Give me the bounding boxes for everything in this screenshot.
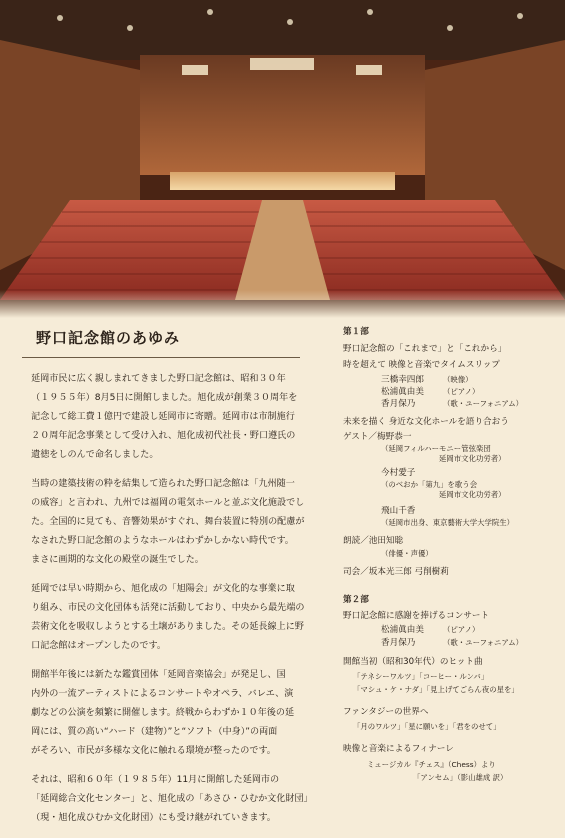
- guest-note: （延岡市出身、東京藝術大学大学院生）: [381, 518, 515, 527]
- performer-name: 松浦眞由美: [381, 387, 424, 397]
- part2-seg1-title: 開館当初（昭和30年代）のヒット曲: [343, 657, 483, 667]
- text-line: 延岡市民に広く親しまれてきました野口記念館は、昭和３０年: [31, 374, 286, 384]
- part2-seg3-title: 映像と音楽によるフィナーレ: [343, 744, 454, 754]
- reading-credit: 朗読／池田知聡: [343, 536, 404, 546]
- guest-name: 今村愛子: [381, 468, 416, 478]
- guest-note: 延岡市文化功労者）: [439, 454, 506, 463]
- part2-seg2-title: ファンタジーの世界へ: [343, 707, 429, 717]
- guest-name: 飛山千香: [381, 506, 416, 516]
- performer-role: （ピアノ）: [443, 625, 480, 634]
- text-line: 延岡では早い時期から、旭化成の「旭陽会」が文化的な事業に取: [31, 584, 295, 594]
- title-underline: [22, 357, 300, 358]
- text-line: 口記念館はオープンしたのです。: [31, 641, 166, 651]
- text-line: 劇などの公演を頻繁に開催します。終戦からわずか１０年後の延: [31, 708, 295, 718]
- mc-credit: 司会／坂本光三郎 弓削樹莉: [343, 567, 449, 577]
- article-paragraph: [22, 475, 322, 570]
- part1-subtitle: 野口記念館の「これまで」と「これから」: [343, 344, 507, 354]
- text-line: 記念して総工費１億円で建設し延岡市に寄贈。延岡市は市制施行: [31, 412, 295, 422]
- finale-line: 「アンセム」（影山雄成 訳）: [413, 773, 508, 782]
- reading-note: （俳優・声優）: [381, 549, 433, 558]
- performer-name: 松浦眞由美: [381, 625, 424, 635]
- part1-seg1-title: 時を超えて 映像と音楽でタイムスリップ: [343, 360, 500, 370]
- song-list: 「マシュ・ケ・ナダ」「見上げてごらん夜の星を」: [353, 685, 519, 694]
- text-line: た。全国的に見ても、音響効果がすぐれ、舞台装置に特別の配慮が: [31, 517, 305, 527]
- guest-note: 延岡市文化功労者）: [439, 490, 506, 499]
- text-line: 岡には、質の高い“ハード（建物）”と“ソフト（中身）”の両面: [31, 727, 278, 737]
- text-line: ２０周年記念事業として受け入れ、旭化成初代社長・野口遵氏の: [31, 431, 296, 441]
- concert-hall-photo: [0, 0, 565, 318]
- text-line: の威容」と言われ、九州では福岡の電気ホールと並ぶ文化施設でし: [31, 498, 305, 508]
- part2-subtitle: 野口記念館に感謝を捧げるコンサート: [343, 611, 490, 621]
- text-line: 遺徳をしのんで命名しました。: [31, 450, 159, 460]
- song-list: 「月のワルツ」「星に願いを」「君をのせて」: [353, 722, 501, 731]
- text-line: り組み、市民の文化団体も活発に活動しており、中央から最先端の: [31, 603, 305, 613]
- text-line: がそろい、市民が多様な文化に触れる環境が整ったのです。: [31, 746, 276, 756]
- guest-note: （延岡フィルハーモニー管弦楽団: [381, 444, 491, 453]
- text-line: まさに画期的な文化の殿堂の誕生でした。: [31, 555, 204, 565]
- song-list: 「テネシーワルツ」「コーヒー・ルンバ」: [353, 672, 489, 681]
- performer-role: （ピアノ）: [443, 387, 480, 396]
- article-paragraph: [22, 580, 322, 656]
- finale-line: ミュージカル『チェス』（Chess）より: [367, 760, 496, 769]
- performer-name: 香月保乃: [381, 399, 416, 409]
- text-line: 当時の建築技術の粋を結集して造られた野口記念館は「九州随一: [31, 479, 295, 489]
- article-paragraph: [22, 666, 322, 761]
- part2-heading: 第２部: [343, 595, 369, 605]
- text-line: 内外の一流アーティストによるコンサートやオペラ、バレエ、演: [31, 689, 294, 699]
- guest-note: （のべおか「第九」を歌う会: [381, 480, 478, 489]
- part1-seg2-title: 未来を描く 身近な文化ホールを語り合おう: [343, 417, 509, 427]
- performer-name: 三橋幸四郎: [381, 375, 424, 385]
- history-article: [22, 325, 322, 838]
- article-title: 野口記念館のあゆみ: [36, 329, 181, 347]
- performer-name: 香月保乃: [381, 638, 416, 648]
- guest-label: ゲスト／梅野恭一: [343, 432, 412, 442]
- part1-heading: 第１部: [343, 327, 369, 337]
- article-paragraph: [22, 370, 322, 465]
- text-line: （現・旭化成ひむか文化財団）にも受け継がれていきます。: [31, 813, 276, 823]
- text-line: 芸術文化を吸収しようとする土壌がありました。その延長線上に野: [31, 622, 304, 632]
- text-line: 開館半年後には新たな鑑賞団体「延岡音楽協会」が発足し、国: [31, 670, 286, 680]
- performer-role: （映像）: [443, 375, 473, 384]
- performer-role: （歌・ユーフォニアム）: [443, 399, 524, 408]
- text-line: それは、昭和６０年（１９８５年）11月に開館した延岡市の: [31, 775, 280, 785]
- text-line: （１９５５年）8月5日に開館しました。旭化成が創業３０周年を: [31, 393, 298, 403]
- text-line: 「延岡総合文化センター」と、旭化成の「あさひ・ひむか文化財団」: [31, 794, 313, 804]
- text-line: なされた野口記念館のようなホールはわずかしかない時代です。: [31, 536, 294, 546]
- performer-role: （歌・ユーフォニアム）: [443, 638, 524, 647]
